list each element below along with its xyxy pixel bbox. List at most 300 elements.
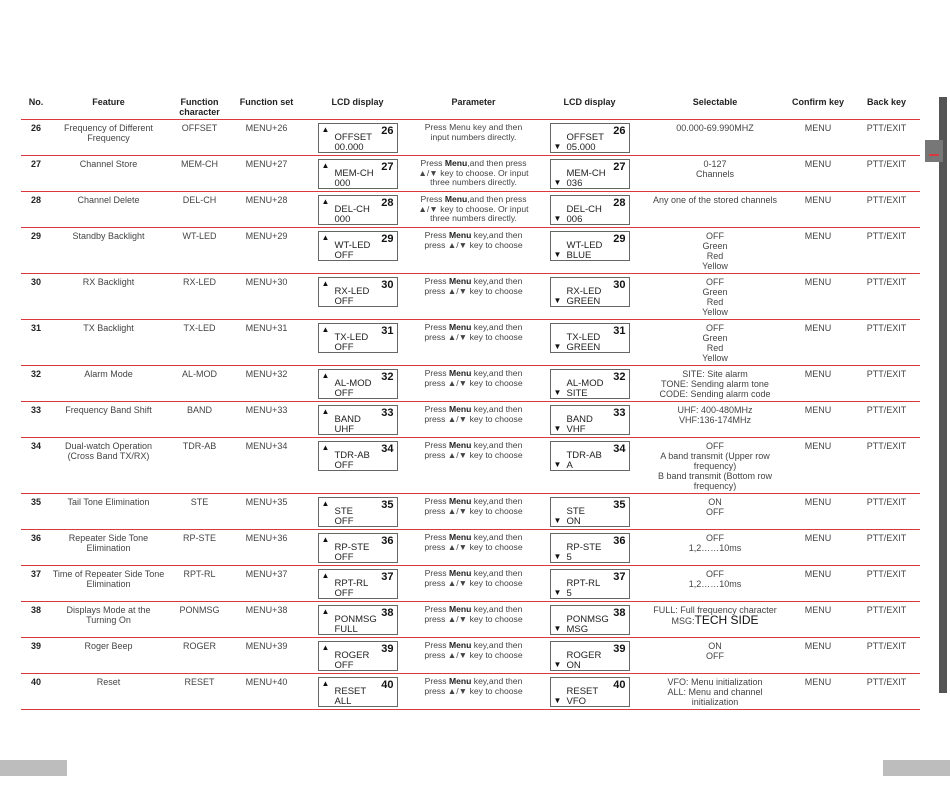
selectable-cell: [647, 320, 783, 366]
lcd-screen: [318, 677, 398, 707]
lcd-menu-number: 31: [381, 325, 394, 337]
lcd-menu-number: 26: [381, 125, 394, 137]
selectable-cell: [647, 494, 783, 530]
header-function-set: Function set: [233, 95, 300, 120]
lcd-menu-number: 29: [613, 233, 626, 245]
triangle-down-icon: ▼: [553, 342, 562, 351]
lcd-display-cell: [300, 402, 415, 438]
lcd-line-1: AL-MOD: [566, 378, 604, 389]
function-set-cell: MENU+38: [233, 602, 300, 638]
lcd-display-cell: [532, 602, 647, 638]
confirm-key-cell: MENU: [783, 402, 853, 438]
parameter-cell: Press Menu key,and then press ▲/▼ key to choose: [415, 674, 532, 710]
row-number: 27: [21, 156, 51, 192]
lcd-menu-number: 28: [381, 197, 394, 209]
lcd-line-2: VFO: [566, 696, 587, 707]
header-lcd-display-after: LCD display: [532, 95, 647, 120]
lcd-menu-number: 38: [381, 607, 394, 619]
parameter-cell: Press Menu key,and then press ▲/▼ key to choose: [415, 274, 532, 320]
row-number: 32: [21, 366, 51, 402]
lcd-screen: [550, 231, 630, 261]
table-row: [21, 274, 920, 320]
lcd-line-1: RP-STE: [566, 542, 602, 553]
lcd-line-1: RX-LED: [334, 286, 370, 297]
selectable-option: Yellow: [702, 353, 728, 363]
lcd-line-2: OFF: [334, 552, 354, 563]
triangle-up-icon: ▲: [321, 125, 330, 134]
parameter-cell: Press Menu key and then input numbers directly.: [415, 120, 532, 156]
row-number: 31: [21, 320, 51, 366]
lcd-menu-number: 33: [381, 407, 394, 419]
selectable-option: B band transmit (Bottom row frequency): [657, 471, 773, 491]
lcd-display-cell: [532, 156, 647, 192]
selectable-option: 00.000-69.990MHZ: [676, 123, 754, 133]
parameter-cell: Press Menu key,and then press ▲/▼ key to choose: [415, 366, 532, 402]
lcd-line-2: 00.000: [334, 142, 364, 153]
table-row: [21, 566, 920, 602]
back-key-cell: PTT/EXIT: [853, 228, 920, 274]
lcd-line-2: OFF: [334, 296, 354, 307]
lcd-display-cell: [300, 274, 415, 320]
feature-cell: Tail Tone Elimination: [51, 494, 166, 530]
lcd-screen: [318, 405, 398, 435]
table-row: [21, 638, 920, 674]
lcd-screen: [318, 231, 398, 261]
lcd-line-1: RP-STE: [334, 542, 370, 553]
lcd-screen: [318, 369, 398, 399]
triangle-down-icon: ▼: [553, 250, 562, 259]
confirm-key-cell: MENU: [783, 320, 853, 366]
triangle-down-icon: ▼: [553, 178, 562, 187]
selectable-option: OFF: [706, 441, 724, 451]
function-set-cell: MENU+27: [233, 156, 300, 192]
lcd-menu-number: 27: [613, 161, 626, 173]
lcd-menu-number: 34: [381, 443, 394, 455]
triangle-up-icon: ▲: [321, 679, 330, 688]
lcd-screen: [318, 195, 398, 225]
function-set-cell: MENU+37: [233, 566, 300, 602]
selectable-option: Channels: [695, 169, 735, 179]
selectable-option: VFO: Menu initialization: [667, 677, 763, 687]
lcd-menu-number: 36: [381, 535, 394, 547]
back-key-cell: PTT/EXIT: [853, 320, 920, 366]
back-key-cell: PTT/EXIT: [853, 530, 920, 566]
lcd-display-cell: [532, 494, 647, 530]
feature-cell: Channel Delete: [51, 192, 166, 228]
triangle-down-icon: ▼: [553, 624, 562, 633]
triangle-up-icon: ▲: [321, 571, 330, 580]
selectable-cell: [647, 274, 783, 320]
triangle-down-icon: ▼: [553, 214, 562, 223]
parameter-cell: Press Menu key,and then press ▲/▼ key to choose: [415, 494, 532, 530]
lcd-line-1: TDR-AB: [566, 450, 602, 461]
menu-function-table-container: [21, 95, 920, 710]
lcd-menu-number: 29: [381, 233, 394, 245]
function-character-cell: RX-LED: [166, 274, 233, 320]
selectable-option: Green: [702, 287, 728, 297]
lcd-display-cell: [300, 530, 415, 566]
table-row: [21, 320, 920, 366]
lcd-display-cell: [532, 674, 647, 710]
function-character-cell: TX-LED: [166, 320, 233, 366]
function-set-cell: MENU+36: [233, 530, 300, 566]
row-number: 39: [21, 638, 51, 674]
lcd-line-2: OFF: [334, 660, 354, 671]
msg-value: TECH SIDE: [694, 613, 759, 627]
confirm-key-cell: MENU: [783, 228, 853, 274]
selectable-option: OFF: [706, 323, 724, 333]
selectable-option: 0-127: [703, 159, 727, 169]
function-character-cell: RP-STE: [166, 530, 233, 566]
lcd-display-cell: [300, 192, 415, 228]
selectable-option: Red: [706, 343, 724, 353]
lcd-screen: [550, 405, 630, 435]
feature-cell: Frequency of Different Frequency: [51, 120, 166, 156]
function-set-cell: MENU+35: [233, 494, 300, 530]
page-side-bar: [939, 97, 947, 693]
lcd-line-1: PONMSG: [566, 614, 609, 625]
back-key-cell: PTT/EXIT: [853, 156, 920, 192]
lcd-screen: [550, 641, 630, 671]
lcd-line-2: OFF: [334, 516, 354, 527]
triangle-up-icon: ▲: [321, 161, 330, 170]
confirm-key-cell: MENU: [783, 602, 853, 638]
lcd-display-cell: [532, 120, 647, 156]
lcd-line-1: PONMSG: [334, 614, 377, 625]
parameter-cell: Press Menu,and then press ▲/▼ key to choose. Or input three numbers directly.: [415, 156, 532, 192]
lcd-screen: [550, 677, 630, 707]
parameter-cell: Press Menu,and then press ▲/▼ key to choose. Or input three numbers directly.: [415, 192, 532, 228]
lcd-line-1: BAND: [334, 414, 361, 425]
feature-cell: Channel Store: [51, 156, 166, 192]
back-key-cell: PTT/EXIT: [853, 566, 920, 602]
triangle-up-icon: ▲: [321, 643, 330, 652]
selectable-option: A band transmit (Upper row frequency): [660, 451, 770, 471]
back-key-cell: PTT/EXIT: [853, 402, 920, 438]
table-row: [21, 438, 920, 494]
feature-cell: Reset: [51, 674, 166, 710]
lcd-screen: [550, 323, 630, 353]
lcd-line-2: FULL: [334, 624, 358, 635]
lcd-menu-number: 40: [613, 679, 626, 691]
lcd-line-2: OFF: [334, 250, 354, 261]
lcd-screen: [550, 159, 630, 189]
lcd-line-2: A: [566, 460, 573, 471]
lcd-menu-number: 32: [381, 371, 394, 383]
lcd-display-cell: [532, 530, 647, 566]
function-character-cell: STE: [166, 494, 233, 530]
lcd-line-1: RESET: [334, 686, 367, 697]
selectable-cell: [647, 402, 783, 438]
lcd-display-cell: [300, 566, 415, 602]
lcd-line-1: DEL-CH: [334, 204, 370, 215]
lcd-screen: [318, 605, 398, 635]
triangle-up-icon: ▲: [321, 279, 330, 288]
lcd-menu-number: 30: [381, 279, 394, 291]
selectable-option: Yellow: [702, 261, 728, 271]
lcd-display-cell: [300, 120, 415, 156]
lcd-line-1: STE: [566, 506, 585, 517]
menu-function-table: [21, 95, 920, 710]
lcd-display-cell: [532, 192, 647, 228]
lcd-line-2: SITE: [566, 388, 588, 399]
confirm-key-cell: MENU: [783, 566, 853, 602]
lcd-display-cell: [532, 228, 647, 274]
lcd-line-1: WT-LED: [334, 240, 371, 251]
lcd-screen: [550, 369, 630, 399]
lcd-display-cell: [300, 366, 415, 402]
lcd-screen: [550, 195, 630, 225]
lcd-menu-number: 39: [381, 643, 394, 655]
function-set-cell: MENU+28: [233, 192, 300, 228]
parameter-cell: Press Menu key,and then press ▲/▼ key to choose: [415, 530, 532, 566]
function-character-cell: WT-LED: [166, 228, 233, 274]
confirm-key-cell: MENU: [783, 120, 853, 156]
selectable-option: Any one of the stored channels: [652, 195, 778, 205]
selectable-option: FULL: Full frequency character: [653, 605, 777, 615]
triangle-up-icon: ▲: [321, 499, 330, 508]
triangle-up-icon: ▲: [321, 371, 330, 380]
lcd-line-1: DEL-CH: [566, 204, 602, 215]
table-row: [21, 156, 920, 192]
lcd-screen: [550, 497, 630, 527]
lcd-line-1: ROGER: [566, 650, 602, 661]
lcd-display-cell: [300, 228, 415, 274]
lcd-menu-number: 35: [381, 499, 394, 511]
lcd-screen: [550, 277, 630, 307]
table-header-row: [21, 95, 920, 120]
lcd-screen: [550, 605, 630, 635]
lcd-menu-number: 35: [613, 499, 626, 511]
function-set-cell: MENU+32: [233, 366, 300, 402]
feature-cell: Standby Backlight: [51, 228, 166, 274]
lcd-menu-number: 27: [381, 161, 394, 173]
function-set-cell: MENU+34: [233, 438, 300, 494]
header-function-character: Function character: [166, 95, 233, 120]
selectable-option: 1,2……10ms: [688, 543, 742, 553]
lcd-menu-number: 32: [613, 371, 626, 383]
table-row: [21, 674, 920, 710]
footer-block-right: [883, 760, 950, 776]
selectable-cell: [647, 366, 783, 402]
table-row: [21, 192, 920, 228]
header-parameter: Parameter: [415, 95, 532, 120]
lcd-menu-number: 40: [381, 679, 394, 691]
function-character-cell: BAND: [166, 402, 233, 438]
lcd-line-2: GREEN: [566, 342, 601, 353]
function-character-cell: ROGER: [166, 638, 233, 674]
triangle-up-icon: ▲: [321, 443, 330, 452]
back-key-cell: PTT/EXIT: [853, 274, 920, 320]
parameter-cell: Press Menu key,and then press ▲/▼ key to choose: [415, 638, 532, 674]
selectable-cell: [647, 120, 783, 156]
table-row: [21, 366, 920, 402]
selectable-option: Red: [706, 251, 724, 261]
lcd-menu-number: 34: [613, 443, 626, 455]
confirm-key-cell: MENU: [783, 638, 853, 674]
selectable-cell: [647, 228, 783, 274]
parameter-cell: Press Menu key,and then press ▲/▼ key to choose: [415, 320, 532, 366]
triangle-down-icon: ▼: [553, 516, 562, 525]
footer-block-left: [0, 760, 67, 776]
lcd-screen: [318, 323, 398, 353]
selectable-option: OFF: [706, 231, 724, 241]
lcd-screen: [318, 533, 398, 563]
table-row: [21, 228, 920, 274]
triangle-down-icon: ▼: [553, 142, 562, 151]
selectable-option: SITE: Site alarm: [682, 369, 748, 379]
selectable-option: CODE: Sending alarm code: [659, 389, 771, 399]
parameter-cell: Press Menu key,and then press ▲/▼ key to choose: [415, 228, 532, 274]
lcd-screen: [318, 159, 398, 189]
triangle-up-icon: ▲: [321, 607, 330, 616]
triangle-down-icon: ▼: [553, 424, 562, 433]
lcd-line-1: TDR-AB: [334, 450, 370, 461]
triangle-up-icon: ▲: [321, 325, 330, 334]
selectable-option: OFF: [706, 569, 724, 579]
header-feature: Feature: [51, 95, 166, 120]
function-set-cell: MENU+26: [233, 120, 300, 156]
header-selectable: Selectable: [647, 95, 783, 120]
lcd-display-cell: [532, 566, 647, 602]
selectable-cell: [647, 530, 783, 566]
header-confirm-key: Confirm key: [783, 95, 853, 120]
function-set-cell: MENU+40: [233, 674, 300, 710]
selectable-cell: [647, 638, 783, 674]
back-key-cell: PTT/EXIT: [853, 192, 920, 228]
lcd-line-2: 006: [566, 214, 583, 225]
feature-cell: Frequency Band Shift: [51, 402, 166, 438]
row-number: 38: [21, 602, 51, 638]
lcd-display-cell: [532, 320, 647, 366]
lcd-screen: [318, 641, 398, 671]
selectable-option: Red: [706, 297, 724, 307]
selectable-option: ON: [708, 497, 722, 507]
row-number: 34: [21, 438, 51, 494]
lcd-menu-number: 38: [613, 607, 626, 619]
lcd-screen: [550, 441, 630, 471]
feature-cell: Displays Mode at the Turning On: [51, 602, 166, 638]
lcd-display-cell: [300, 494, 415, 530]
header-back-key: Back key: [853, 95, 920, 120]
feature-cell: Alarm Mode: [51, 366, 166, 402]
lcd-line-2: OFF: [334, 588, 354, 599]
lcd-line-2: VHF: [566, 424, 586, 435]
triangle-down-icon: ▼: [553, 660, 562, 669]
table-row: [21, 494, 920, 530]
function-set-cell: MENU+39: [233, 638, 300, 674]
selectable-cell: [647, 602, 783, 638]
lcd-line-2: OFF: [334, 460, 354, 471]
lcd-display-cell: [300, 638, 415, 674]
msg-prefix: MSG:: [671, 616, 695, 626]
parameter-cell: Press Menu key,and then press ▲/▼ key to choose: [415, 602, 532, 638]
lcd-line-1: OFFSET: [566, 132, 604, 143]
lcd-display-cell: [300, 438, 415, 494]
lcd-line-1: AL-MOD: [334, 378, 372, 389]
lcd-display-cell: [532, 274, 647, 320]
lcd-screen: [550, 569, 630, 599]
lcd-line-1: TX-LED: [566, 332, 601, 343]
table-row: [21, 120, 920, 156]
selectable-cell: [647, 156, 783, 192]
row-number: 29: [21, 228, 51, 274]
back-key-cell: PTT/EXIT: [853, 674, 920, 710]
header-lcd-display-before: LCD display: [300, 95, 415, 120]
lcd-screen: [550, 123, 630, 153]
lcd-line-1: WT-LED: [566, 240, 603, 251]
back-key-cell: PTT/EXIT: [853, 366, 920, 402]
function-character-cell: RESET: [166, 674, 233, 710]
feature-cell: TX Backlight: [51, 320, 166, 366]
lcd-screen: [318, 123, 398, 153]
lcd-screen: [318, 497, 398, 527]
triangle-up-icon: ▲: [321, 233, 330, 242]
selectable-option: TONE: Sending alarm tone: [661, 379, 769, 389]
triangle-up-icon: ▲: [321, 197, 330, 206]
function-character-cell: RPT-RL: [166, 566, 233, 602]
lcd-line-1: ROGER: [334, 650, 370, 661]
triangle-up-icon: ▲: [321, 535, 330, 544]
table-row: [21, 402, 920, 438]
confirm-key-cell: MENU: [783, 274, 853, 320]
selectable-option: OFF: [706, 533, 724, 543]
lcd-line-2: ON: [566, 660, 581, 671]
page-tab: [925, 140, 943, 162]
lcd-display-cell: [532, 402, 647, 438]
row-number: 28: [21, 192, 51, 228]
lcd-display-cell: [532, 638, 647, 674]
lcd-line-2: 036: [566, 178, 583, 189]
lcd-line-2: 000: [334, 214, 351, 225]
triangle-down-icon: ▼: [553, 696, 562, 705]
back-key-cell: PTT/EXIT: [853, 438, 920, 494]
selectable-cell: [647, 566, 783, 602]
selectable-option: VHF:136-174MHz: [678, 415, 752, 425]
lcd-line-1: MEM-CH: [334, 168, 374, 179]
confirm-key-cell: MENU: [783, 366, 853, 402]
lcd-screen: [318, 441, 398, 471]
selectable-option: OFF: [706, 651, 724, 661]
selectable-option: OFF: [706, 277, 724, 287]
parameter-cell: Press Menu key,and then press ▲/▼ key to choose: [415, 438, 532, 494]
confirm-key-cell: MENU: [783, 674, 853, 710]
lcd-line-1: BAND: [566, 414, 593, 425]
selectable-option: [648, 615, 782, 626]
lcd-screen: [318, 277, 398, 307]
lcd-line-1: RESET: [566, 686, 599, 697]
confirm-key-cell: MENU: [783, 192, 853, 228]
lcd-line-1: RPT-RL: [566, 578, 601, 589]
lcd-menu-number: 28: [613, 197, 626, 209]
lcd-line-2: 5: [566, 552, 572, 563]
lcd-line-2: 000: [334, 178, 351, 189]
lcd-display-cell: [532, 366, 647, 402]
feature-cell: Repeater Side Tone Elimination: [51, 530, 166, 566]
function-set-cell: MENU+30: [233, 274, 300, 320]
lcd-display-cell: [300, 602, 415, 638]
selectable-option: Green: [702, 333, 728, 343]
lcd-line-2: ALL: [334, 696, 352, 707]
selectable-cell: [647, 438, 783, 494]
header-no: No.: [21, 95, 51, 120]
lcd-display-cell: [300, 674, 415, 710]
feature-cell: Dual-watch Operation (Cross Band TX/RX): [51, 438, 166, 494]
lcd-line-2: OFF: [334, 388, 354, 399]
lcd-menu-number: 31: [613, 325, 626, 337]
lcd-line-1: STE: [334, 506, 353, 517]
lcd-screen: [318, 569, 398, 599]
